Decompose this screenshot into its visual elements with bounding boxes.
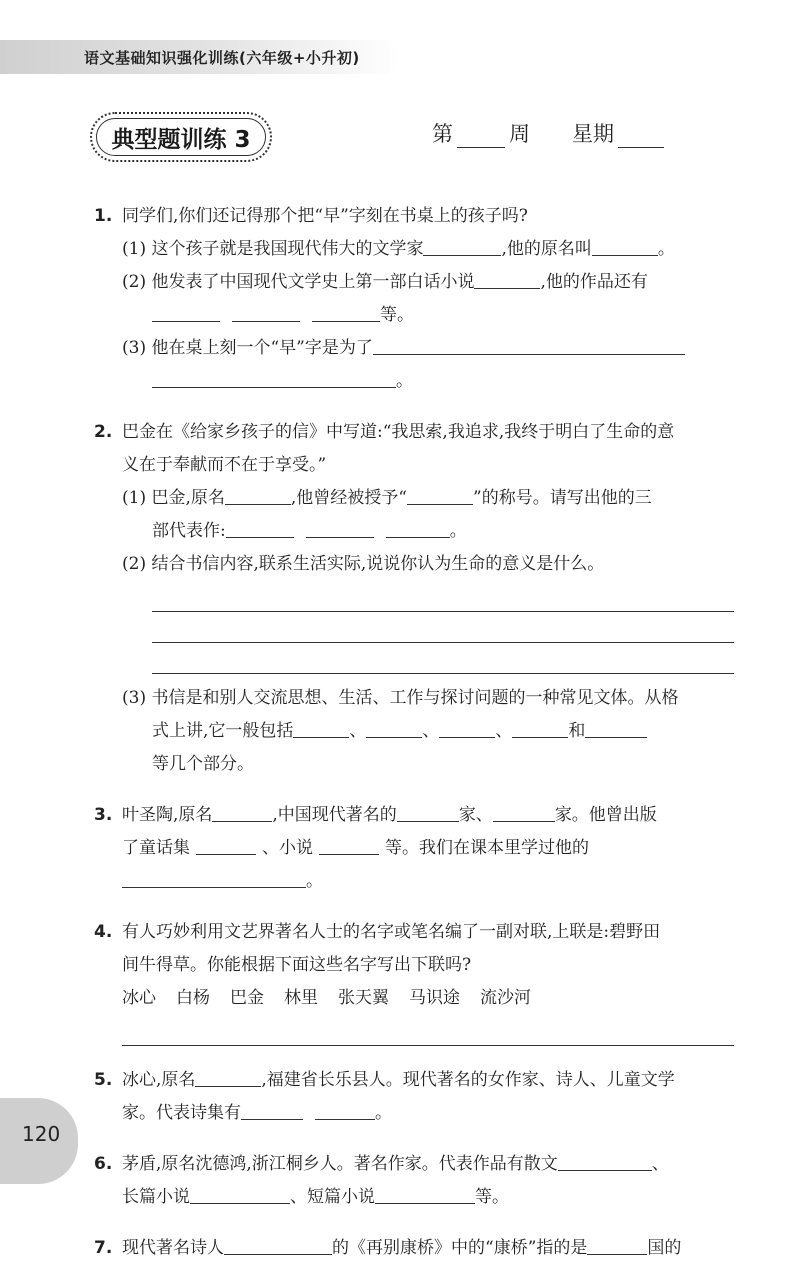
question-text: 巴金在《给家乡孩子的信》中写道:“我思索,我追求,我终于明白了生命的意 (122, 422, 675, 442)
page-number: 120 (22, 1122, 61, 1146)
separator: 、 (422, 721, 440, 741)
weekday-blank[interactable] (618, 121, 664, 148)
answer-blank[interactable] (397, 801, 459, 822)
answer-blank[interactable] (196, 834, 256, 855)
question-4 (94, 916, 734, 1046)
name-item: 马识途 (409, 988, 460, 1008)
answer-blank[interactable] (375, 1183, 475, 1204)
question-text: 了童话集 (122, 838, 190, 858)
answer-blank[interactable] (225, 484, 291, 505)
answer-blank[interactable] (512, 717, 568, 738)
answer-blank[interactable] (493, 801, 555, 822)
answer-blank[interactable] (423, 235, 501, 256)
answer-blank[interactable] (212, 801, 272, 822)
name-item: 林里 (284, 988, 318, 1008)
question-text: 茅盾,原名沈德鸿,浙江桐乡人。著名作家。代表作品有散文 (122, 1154, 558, 1174)
sub-question-text: ,他的原名叫 (501, 239, 592, 259)
separator: 、 (495, 721, 513, 741)
question-5 (94, 1064, 734, 1130)
question-text: 等。我们在课本里学过他的 (385, 838, 589, 858)
sub-question-text: (2) 结合书信内容,联系生活实际,说说你认为生命的意义是什么。 (122, 554, 605, 574)
question-text: 、小说 (262, 838, 313, 858)
question-text: 家、 (458, 805, 493, 825)
conjunction: 和 (568, 721, 586, 741)
answer-blank[interactable] (241, 1099, 303, 1120)
answer-blank[interactable] (386, 517, 450, 538)
answer-blank[interactable] (366, 717, 422, 738)
week-mid: 周 (509, 122, 530, 146)
question-text: 等。 (475, 1187, 509, 1207)
answer-blank[interactable] (587, 1234, 647, 1255)
sub-question-text: (3) 书信是和别人交流思想、生活、工作与探讨问题的一种常见文体。从格 (122, 688, 679, 708)
sub-question-text: ”的称号。请写出他的三 (473, 488, 652, 508)
name-item: 冰心 (122, 988, 156, 1008)
sub-question-text: 式上讲,它一般包括 (152, 721, 294, 741)
answer-blank[interactable] (152, 367, 396, 388)
answer-line[interactable] (152, 612, 734, 643)
question-6 (94, 1148, 734, 1214)
question-text: 冰心,原名 (122, 1070, 196, 1090)
answer-blank[interactable] (558, 1150, 652, 1171)
question-text: ,中国现代著名的 (272, 805, 397, 825)
question-2 (94, 416, 734, 781)
answer-blank[interactable] (312, 301, 380, 322)
name-item: 巴金 (230, 988, 264, 1008)
answer-blank[interactable] (592, 235, 658, 256)
weekday-label: 星期 (572, 122, 614, 146)
answer-blank[interactable] (407, 484, 473, 505)
sub-question-text: (1) 这个孩子就是我国现代伟大的文学家 (122, 239, 424, 259)
question-number: 5. (94, 1070, 113, 1090)
answer-blank[interactable] (474, 268, 540, 289)
sub-question-text: 部代表作: (152, 521, 226, 541)
sub-question-text: 。 (396, 371, 413, 391)
answer-blank[interactable] (319, 834, 379, 855)
answer-blank[interactable] (224, 1234, 332, 1255)
book-title: 语文基础知识强化训练(六年级+小升初) (84, 49, 360, 67)
question-text: 有人巧妙利用文艺界著名人士的名字或笔名编了一副对联,上联是:碧野田 (122, 922, 661, 942)
sub-question-text: ,他曾经被授予“ (290, 488, 407, 508)
sub-question-text: (1) 巴金,原名 (122, 488, 225, 508)
answer-line[interactable] (152, 643, 734, 674)
question-text: 、短篇小说 (290, 1187, 375, 1207)
week-blank[interactable] (457, 121, 505, 148)
question-number: 7. (94, 1238, 113, 1258)
sub-question-text: ,他的作品还有 (540, 272, 648, 292)
section-title: 典型题训练 3 (111, 126, 251, 153)
question-number: 3. (94, 805, 113, 825)
answer-blank[interactable] (315, 1099, 375, 1120)
name-item: 流沙河 (480, 988, 531, 1008)
question-text: 义在于奉献而不在于享受。” (122, 455, 327, 475)
question-text: 的《再别康桥》中的“康桥”指的是 (332, 1238, 588, 1258)
question-text: 。 (375, 1103, 392, 1123)
question-text: 。 (306, 871, 323, 891)
name-list (94, 982, 734, 1015)
sub-question-text: 等几个部分。 (152, 754, 254, 774)
answer-blank[interactable] (306, 517, 374, 538)
question-text: 、 (651, 1154, 669, 1174)
question-text: 同学们,你们还记得那个把“早”字刻在书桌上的孩子吗? (122, 206, 528, 226)
sub-question-text: 。 (657, 239, 675, 259)
answer-blank[interactable] (152, 301, 220, 322)
question-list (94, 200, 734, 1283)
question-text: 长篇小说 (122, 1187, 190, 1207)
answer-line[interactable] (122, 1015, 734, 1046)
question-number: 1. (94, 206, 113, 226)
separator: 、 (349, 721, 367, 741)
answer-blank[interactable] (122, 867, 306, 888)
question-text: 国的 (647, 1238, 682, 1258)
name-item: 白杨 (176, 988, 210, 1008)
question-text: ,福建省长乐县人。现代著名的女作家、诗人、儿童文学 (261, 1070, 675, 1090)
question-number: 6. (94, 1154, 113, 1174)
section-badge (90, 112, 272, 162)
question-text: 间牛得草。你能根据下面这些名字写出下联吗? (122, 955, 472, 975)
question-3 (94, 799, 734, 898)
question-text: 家。他曾出版 (554, 805, 657, 825)
question-7 (94, 1232, 734, 1265)
sub-question-text: 。 (449, 521, 467, 541)
answer-blank[interactable] (373, 334, 685, 355)
question-text: 叶圣陶,原名 (122, 805, 213, 825)
answer-blank[interactable] (226, 517, 294, 538)
week-day-field (432, 118, 664, 148)
question-number: 4. (94, 922, 113, 942)
answer-blank[interactable] (190, 1183, 290, 1204)
answer-blank[interactable] (195, 1066, 261, 1087)
answer-blank[interactable] (585, 717, 647, 738)
question-number: 2. (94, 422, 113, 442)
question-text: 现代著名诗人 (122, 1238, 224, 1258)
answer-blank[interactable] (439, 717, 495, 738)
sub-question-text: 等。 (380, 305, 414, 325)
question-text: 家。代表诗集有 (122, 1103, 241, 1123)
answer-blank[interactable] (232, 301, 300, 322)
week-prefix: 第 (432, 122, 453, 146)
answer-line[interactable] (152, 581, 734, 612)
sub-question-text: (3) 他在桌上刻一个“早”字是为了 (122, 338, 373, 358)
sub-question-text: (2) 他发表了中国现代文学史上第一部白话小说 (122, 272, 475, 292)
question-1 (94, 200, 734, 398)
answer-blank[interactable] (293, 717, 349, 738)
name-item: 张天翼 (338, 988, 389, 1008)
